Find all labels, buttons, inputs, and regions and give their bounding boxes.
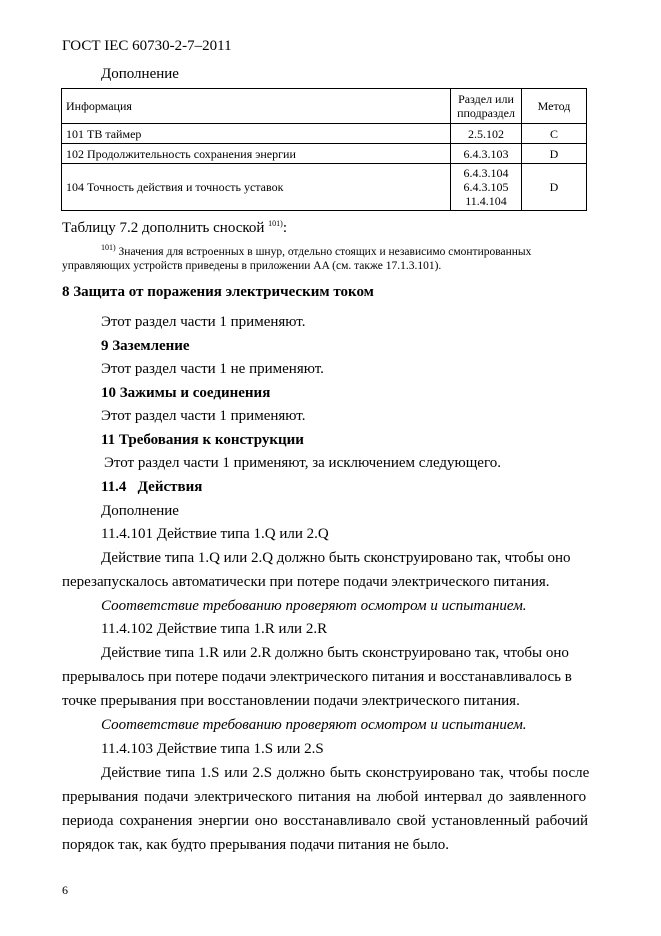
row-section: 6.4.3.104 6.4.3.105 11.4.104 — [451, 164, 522, 211]
clause-102-title: 11.4.102 Действие типа 1.R или 2.R — [101, 621, 328, 637]
section-10-text: Этот раздел части 1 применяют. — [101, 408, 306, 424]
clause-103-line-4: порядок так, как будто прерывания подачи питания не было. — [62, 837, 450, 853]
table-row — [62, 164, 587, 211]
clause-101-title: 11.4.101 Действие типа 1.Q или 2.Q — [101, 526, 329, 542]
clause-103-line-1: Действие типа 1.S или 2.S должно быть сконструировано так, чтобы после — [101, 765, 590, 781]
section-11-heading: 11 Требования к конструкции — [101, 432, 304, 448]
clause-101-line-2: перезапускалось автоматически при потере подачи электрического питания. — [62, 574, 550, 590]
section-9-text: Этот раздел части 1 не применяют. — [101, 361, 324, 377]
clause-101-check: Соответствие требованию проверяют осмотром и испытанием. — [101, 598, 527, 614]
table-row — [62, 144, 587, 164]
clause-102-check: Соответствие требованию проверяют осмотром и испытанием. — [101, 717, 527, 733]
clause-103-title: 11.4.103 Действие типа 1.S или 2.S — [101, 741, 324, 757]
footnote-line-2: управляющих устройств приведены в приложении AA (см. также 17.1.3.101). — [62, 260, 442, 272]
clause-102-line-2: прерывалось при потере подачи электрического питания и восстанавливалось в — [62, 669, 572, 685]
clause-101-line-1: Действие типа 1.Q или 2.Q должно быть сконструировано так, чтобы оно — [101, 550, 571, 566]
clause-103-line-3: периода сохранения энергии оно восстанавливало свой установленный рабочий — [62, 813, 588, 829]
section-11-4-addition: Дополнение — [101, 503, 179, 519]
document-header: ГОСТ IEC 60730-2-7–2011 — [62, 38, 232, 54]
section-9-heading: 9 Заземление — [101, 338, 190, 354]
section-8-text: Этот раздел части 1 применяют. — [101, 314, 306, 330]
row-section: 6.4.3.103 — [451, 144, 522, 164]
row-method: D — [522, 164, 587, 211]
section-11-4-heading: 11.4 Действия — [101, 479, 203, 495]
page-number: 6 — [62, 883, 68, 897]
footnote-line-1: $^{101)}$ Значения для встроенных в шнур, отдельно стоящих и независимо смонтированных — [101, 243, 532, 258]
row-section: 2.5.102 — [451, 124, 522, 144]
section-11-text: Этот раздел части 1 применяют, за исключением следующего. — [104, 455, 501, 471]
section-10-heading: 10 Зажимы и соединения — [101, 385, 271, 401]
section-8-heading: 8 Защита от поражения электрическим током — [62, 284, 374, 300]
table-note: Таблицу 7.2 дополнить сноской $^{101)}$: — [62, 219, 288, 236]
clause-102-line-1: Действие типа 1.R или 2.R должно быть сконструировано так, чтобы оно — [101, 645, 569, 661]
header-info: Информация — [62, 89, 451, 124]
clause-103-line-2: прерывания подачи электрического питания на любой интервал до заявленного — [62, 789, 587, 805]
row-method: D — [522, 144, 587, 164]
addition-label: Дополнение — [101, 66, 179, 82]
row-method: C — [522, 124, 587, 144]
header-section: Раздел или пподраздел — [451, 89, 522, 124]
row-info: 101 ТВ таймер — [62, 124, 451, 144]
information-table — [61, 88, 587, 211]
clause-102-line-3: точке прерывания при восстановлении подачи электрического питания. — [62, 693, 520, 709]
header-method: Метод — [522, 89, 587, 124]
table-row — [62, 124, 587, 144]
table-header-row — [62, 89, 587, 124]
row-info: 104 Точность действия и точность уставок — [62, 164, 451, 211]
row-info: 102 Продолжительность сохранения энергии — [62, 144, 451, 164]
